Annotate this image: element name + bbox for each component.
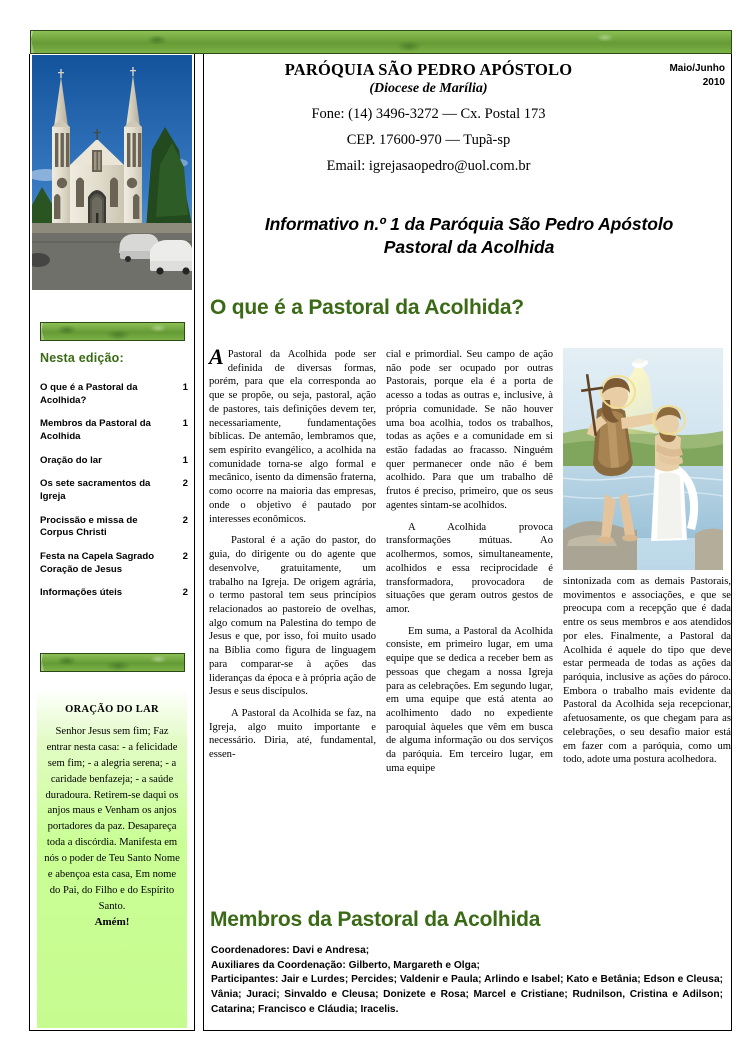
email-line: Email: igrejasaopedro@uol.com.br: [326, 158, 531, 174]
article-body: [209, 344, 731, 893]
toc-item-sete-sacramentos[interactable]: [40, 478, 188, 503]
drop-cap: A: [209, 344, 224, 369]
members-auxiliares: Auxiliares da Coordenação: Gilberto, Margareth e Olga;: [211, 959, 480, 971]
article-paragraph-7: sintonizada com as demais Pastorais, movimentos e associações, e que se preocupa com a recepção que é dada entre os seus membros e aos atendidos por eles. Finalmente, a Pastoral da Acolhida é aquele do tipo que deve estar permeada de todas as ações da paróquia, inclusive as ações do pároco. Embora o trabalho mais evidente da Pastoral da Acolhida seja recepcionar, afetuosamente, os que chegam para as celebrações, o seu desafio maior está em fazer com a paróquia, como um todo, adote uma postura acolhedora.: [563, 576, 731, 766]
toc-item-label: Festa na Capela Sagrado Coração de Jesus: [40, 550, 155, 575]
table-of-contents: [40, 351, 188, 611]
prayer-title: ORAÇÃO DO LAR: [65, 704, 159, 715]
issue-month: Maio/Junho: [669, 63, 725, 74]
members-list: [211, 944, 723, 1017]
members-coordenadores: Coordenadores: Davi e Andresa;: [211, 945, 370, 956]
toc-item-corpus-christi[interactable]: [40, 515, 188, 540]
article-paragraph-6: Em suma, a Pastoral da Acolhida consiste, em primeiro lugar, em uma equipe que se dedica a receber bem as pessoas que chegam a nossa Igreja para as celebrações. Em segundo lugar, em uma equipe que está atenta ao acolhimento dado no expediente paroquial àqueles que vêm em busca de alguma informação ou dos serviços da paróquia. Em terceiro lugar, em uma equipe: [386, 625, 553, 774]
toc-item-label: Os sete sacramentos da Igreja: [40, 478, 151, 502]
toc-item-page: 2: [182, 587, 188, 599]
toc-item-informacoes-uteis[interactable]: [40, 587, 188, 600]
toc-item-membros[interactable]: [40, 418, 188, 443]
toc-item-o-que-e-a-pastoral[interactable]: [40, 382, 188, 407]
toc-item-page: 2: [182, 478, 188, 490]
cep-line: CEP. 17600-970 — Tupã-sp: [346, 132, 511, 148]
toc-item-page: 2: [182, 514, 188, 526]
top-grass-band: [30, 30, 732, 54]
prayer-amen: Amém!: [94, 915, 130, 928]
article-column-1: [209, 344, 376, 770]
article-paragraph-3: A Pastoral da Acolhida se faz, na Igreja, algo muito importante e necessário. Diria, até, fundamental, essen-: [209, 707, 376, 761]
sidebar-grass-band-top: [40, 322, 185, 341]
toc-item-oracao-do-lar[interactable]: [40, 455, 188, 468]
article-column-2: [386, 348, 553, 784]
members-heading: Membros da Pastoral da Acolhida: [210, 908, 541, 931]
article-paragraph-5: A Acolhida provoca transformações mútuas. Ao acolhermos, somos, simultaneamente, acolhidos e essa reciprocidade é transformadora, provocadora de situações que geram outros gestos de amor.: [386, 521, 553, 615]
parish-title: PARÓQUIA SÃO PEDRO APÓSTOLO: [284, 60, 573, 79]
toc-item-festa-capela[interactable]: [40, 551, 188, 576]
informativo-headline: [214, 213, 724, 259]
toc-item-page: 1: [182, 418, 188, 430]
toc-item-label: Informações úteis: [40, 587, 123, 599]
article-paragraph-1: [209, 344, 376, 526]
toc-item-label: Oração do lar: [40, 454, 102, 466]
toc-item-label: Procissão e missa de Corpus Christi: [40, 514, 138, 539]
informativo-line-1: Informativo n.º 1 da Paróquia São Pedro Apóstolo: [264, 214, 674, 234]
members-participantes: Participantes: Jair e Lurdes; Percides; Valdenir e Paula; Arlindo e Isabel; Kato e Betânia; Edson e Cleusa; Vânia; Juraci; Sinvaldo e Cleusa; Donizete e Rosa; Marcel e Cristiane; Rudnilson, Cristina e Adilson; Catarina; Francisco e Cláudia; Iracelis.: [211, 974, 723, 1015]
prayer-box: [37, 688, 187, 1028]
article-paragraph-2: Pastoral é a ação do pastor, do guia, do dirigente ou do agente que desenvolve, gratuitamente, um trabalho na Igreja. De origem agrária, o termo pastoral tem seus princípios relacionados ao pastoreio de ovelhas, algo comum na Palestina do tempo de Jesus e que, por isso, foi muito usado na Bíblia como figura de linguagem para comparar-se à ações das lideranças da época e à própria ação de Jesus e seus discípulos.: [209, 535, 376, 698]
toc-item-page: 1: [182, 382, 188, 393]
article-heading: O que é a Pastoral da Acolhida?: [210, 296, 524, 319]
issue-year: 2010: [702, 76, 725, 88]
toc-title: Nesta edição:: [40, 351, 124, 365]
article-paragraph-4: cial e primordial. Seu campo de ação não pode ser ocupado por outras Pastorais, porque ela é a porta de acesso a todas as outras e, inclusive, à própria comunidade. Se não houver uma boa acolhia, todos os trabalhos, todas as ações e a comunidade em si estão fadadas ao fracasso. Ninguém quer permanecer onde não é bem acolhido. Para que um trabalho dê frutos é preciso, primeiro, que os seus agentes sintam-se acolhidos.: [386, 349, 553, 511]
church-facade-photo: [32, 55, 192, 290]
article-paragraph-1-text: Pastoral da Acolhida pode ser definida de diversas formas, porém, para que ela corresponda ao que se propõe, ou seja, pastoral, ação de pastores, tais definições devem ter, necessariamente, fundamentações bíblicas. De antemão, lembramos que, sem espírito evangélico, a acolhida na comunidade torna-se algo formal e mecânico, isento da dimensão fraterna, como ocorre na maioria das empresas, onde o objetivo é pautado por interesses econômicos.: [209, 349, 376, 525]
issue-date: [629, 62, 725, 89]
informativo-line-2: Pastoral da Acolhida: [383, 236, 555, 257]
toc-item-page: 2: [182, 550, 188, 562]
diocese-subtitle: (Diocese de Marília): [369, 81, 488, 96]
prayer-body: Senhor Jesus sem fim; Faz entrar nesta casa: - a felicidade sem fim; - a alegria serena; - a caridade benfazeja; - a saúde duradoura. Retirem-se daqui os anjos maus e Venham os anjos portadores da paz. Desapareça toda a discórdia. Manifesta em nós o poder de Teu Santo Nome e abençoa esta casa, Em nome do Pai, do Filho e do Espírito Santo.: [44, 726, 180, 912]
phone-line: Fone: (14) 3496-3272 — Cx. Postal 173: [311, 106, 546, 122]
toc-item-page: 1: [182, 454, 188, 466]
masthead: [210, 60, 725, 175]
toc-item-label: O que é a Pastoral da Acolhida?: [40, 382, 138, 406]
article-column-3: [563, 575, 731, 775]
sidebar-grass-band-bottom: [40, 653, 185, 672]
toc-item-label: Membros da Pastoral da Acolhida: [40, 418, 151, 442]
